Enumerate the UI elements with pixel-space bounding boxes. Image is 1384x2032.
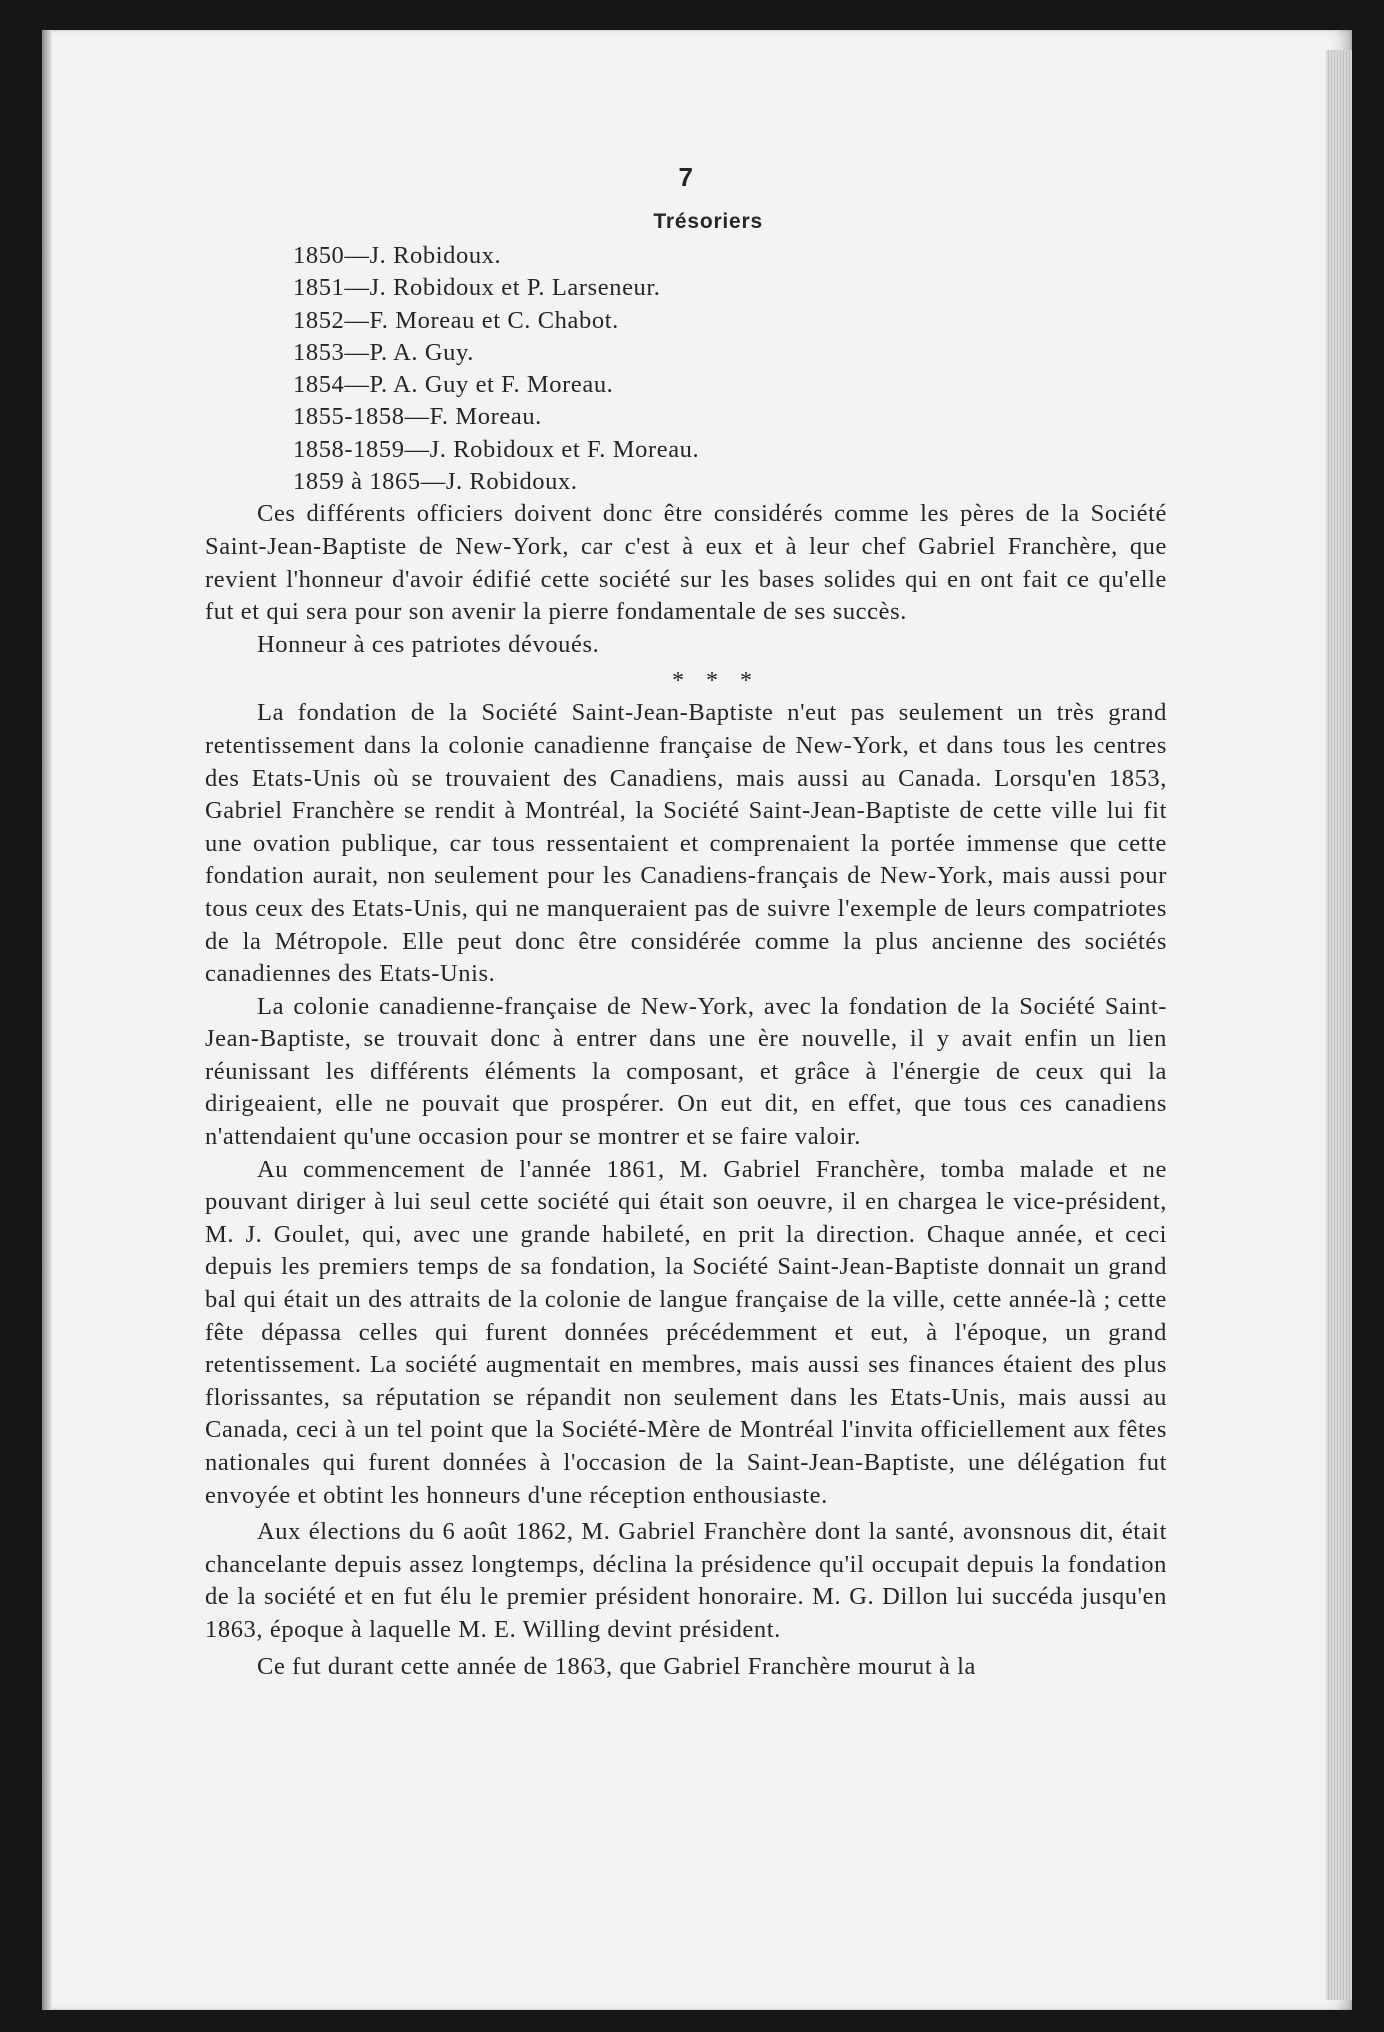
page-number: 7 [678,162,694,192]
list-item: 1859 à 1865—J. Robidoux. [293,468,578,496]
paragraph: Au commencement de l'année 1861, M. Gabriel Franchère, tomba malade et ne pouvant diriger à lui seul cette société qui était son oeuvre, il en chargea le vice-président, M. J. Goulet, qui, avec une grande habileté, en prit la direction. Chaque année, et ceci depuis les premiers temps de sa fondation, la Société Saint-Jean-Baptiste donnait un grand bal qui était un des attraits de la colonie de langue française de la ville, cette année-là ; cette fête dépassa celles qui furent données précédemment et eut, à l'époque, un grand retentissement. La société augmentait en membres, mais aussi ses finances étaient des plus florissantes, sa réputation se répandit non seulement dans les Etats-Unis, mais aussi au Canada, ceci à un tel point que la Société-Mère de Montréal l'invita officiellement aux fêtes nationales qui furent données à l'occasion de la Saint-Jean-Baptiste, une délégation fut envoyée et obtint les honneurs d'une réception enthousiaste. [205,1155,1167,1509]
section-title: Trésoriers [653,210,763,233]
page-binding [42,30,52,2010]
paragraph: Honneur à ces patriotes dévoués. [257,630,600,658]
paragraph: La fondation de la Société Saint-Jean-Baptiste n'eut pas seulement un très grand retentissement dans la colonie canadienne française de New-York, et dans tous les centres des Etats-Unis où se trouvaient des Canadiens, mais aussi au Canada. Lorsqu'en 1853, Gabriel Franchère se rendit à Montréal, la Société Saint-Jean-Baptiste de cette ville lui fit une ovation publique, car tous ressentaient et comprenaient la portée immense que cette fondation aurait, non seulement pour les Canadiens-français de New-York, mais aussi pour tous ceux des Etats-Unis, qui ne manqueraient pas de suivre l'exemple de leurs compatriotes de la Métropole. Elle peut donc être considérée comme la plus ancienne des sociétés canadiennes des Etats-Unis. [205,699,1167,988]
paragraph: Ces différents officiers doivent donc être considérés comme les pères de la Société Saint-Jean-Baptiste de New-York, car c'est à eux et à leur chef Gabriel Franchère, que revient l'honneur d'avoir édifié cette société sur les bases solides qui en ont fait ce qu'elle fut et qui sera pour son avenir la pierre fondamentale de ses succès. [205,500,1167,626]
list-item: 1851—J. Robidoux et P. Larseneur. [293,274,661,302]
list-item: 1852—F. Moreau et C. Chabot. [293,306,619,334]
paragraph: La colonie canadienne-française de New-York, avec la fondation de la Société Saint-Jean-Baptiste, se trouvait donc à entrer dans une ère nouvelle, il y avait enfin un lien réunissant les différents éléments la composant, et grâce à l'énergie de ceux qui la dirigeaient, elle ne pouvait que prospérer. On eut dit, en effet, que tous ces canadiens n'attendaient qu'une occasion pour se montrer et se faire valoir. [205,992,1167,1151]
list-item: 1855-1858—F. Moreau. [293,403,542,431]
paragraph: Ce fut durant cette année de 1863, que Gabriel Franchère mourut à la [257,1652,977,1680]
list-item: 1858-1859—J. Robidoux et F. Moreau. [293,435,700,463]
section-separator: * * * [672,668,760,695]
page-content [205,150,1167,1683]
page-edge-stack [1326,50,1352,2000]
paragraph: Aux élections du 6 août 1862, M. Gabriel Franchère dont la santé, avonsnous dit, était chancelante depuis assez longtemps, déclina la présidence qu'il occupait depuis la fondation de la société et en fut élu le premier président honoraire. M. G. Dillon lui succéda jusqu'en 1863, époque à laquelle M. E. Willing devint président. [205,1518,1167,1643]
treasurers-list [205,240,1167,498]
list-item: 1853—P. A. Guy. [293,338,474,366]
list-item: 1854—P. A. Guy et F. Moreau. [293,371,614,399]
list-item: 1850—J. Robidoux. [293,242,502,269]
